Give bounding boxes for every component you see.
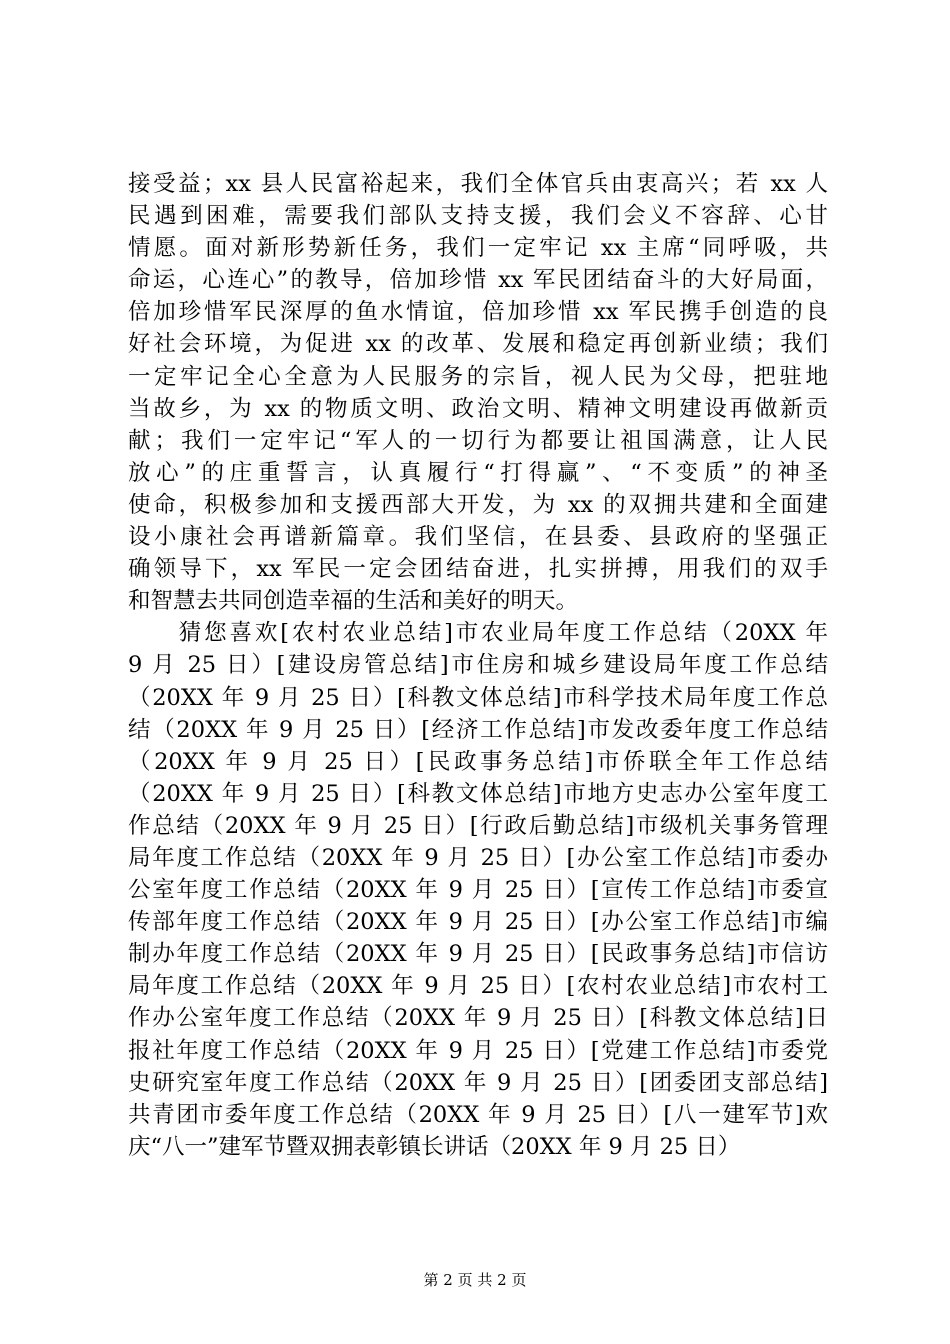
text-line: 民遇到困难，需要我们部队支持支援，我们会义不容辞、心甘 [128,203,828,230]
text-line: 当故乡，为 xx 的物质文明、政治文明、精神文明建设再做新贡 [128,395,828,422]
text-line: 共青团市委年度工作总结（20XX 年 9 月 25 日）[八一建军节]欢 [128,1101,828,1128]
text-line: 局年度工作总结（20XX 年 9 月 25 日）[办公室工作总结]市委办 [128,844,828,871]
text-line: （20XX 年 9 月 25 日）[科教文体总结]市地方史志办公室年度工 [128,780,828,807]
text-line: 庆“八一”建军节暨双拥表彰镇长讲话（20XX 年 9 月 25 日） [128,1133,741,1160]
text-line: 好社会环境，为促进 xx 的改革、发展和稳定再创新业绩；我们 [128,331,828,358]
text-line: 确领导下，xx 军民一定会团结奋进，扎实拼搏，用我们的双手 [128,556,828,583]
text-line: 猜您喜欢[农村农业总结]市农业局年度工作总结（20XX 年 [128,620,828,647]
text-line: 结（20XX 年 9 月 25 日）[经济工作总结]市发改委年度工作总结 [128,716,828,743]
text-line: 命运，心连心”的教导，倍加珍惜 xx 军民团结奋斗的大好局面， [128,267,828,294]
text-line: 使命，积极参加和支援西部大开发，为 xx 的双拥共建和全面建 [128,491,828,518]
text-line: 传部年度工作总结（20XX 年 9 月 25 日）[办公室工作总结]市编 [128,909,828,936]
text-line: 制办年度工作总结（20XX 年 9 月 25 日）[民政事务总结]市信访 [128,941,828,968]
page-footer: 第 2 页 共 2 页 [423,1271,527,1289]
text-line: 和智慧去共同创造幸福的生活和美好的明天。 [128,588,579,615]
text-line: 设小康社会再谱新篇章。我们坚信，在县委、县政府的坚强正 [128,524,828,551]
text-line: 献；我们一定牢记“军人的一切行为都要让祖国满意，让人民 [128,427,828,454]
text-line: 作总结（20XX 年 9 月 25 日）[行政后勤总结]市级机关事务管理 [128,812,828,839]
text-line: 作办公室年度工作总结（20XX 年 9 月 25 日）[科教文体总结]日 [128,1005,828,1032]
text-line: （20XX 年 9 月 25 日）[民政事务总结]市侨联全年工作总结 [128,748,828,775]
text-line: （20XX 年 9 月 25 日）[科教文体总结]市科学技术局年度工作总 [128,684,828,711]
text-line: 局年度工作总结（20XX 年 9 月 25 日）[农村农业总结]市农村工 [128,973,828,1000]
text-line: 报社年度工作总结（20XX 年 9 月 25 日）[党建工作总结]市委党 [128,1037,828,1064]
text-line: 倍加珍惜军民深厚的鱼水情谊，倍加珍惜 xx 军民携手创造的良 [128,299,828,326]
text-line: 接受益；xx 县人民富裕起来，我们全体官兵由衷高兴；若 xx 人 [128,171,828,197]
text-line: 9 月 25 日）[建设房管总结]市住房和城乡建设局年度工作总结 [128,652,828,679]
text-line: 史研究室年度工作总结（20XX 年 9 月 25 日）[团委团支部总结] [128,1069,828,1096]
text-line: 情愿。面对新形势新任务，我们一定牢记 xx 主席“同呼吸，共 [128,235,828,262]
body-text [128,168,828,1163]
text-line: 一定牢记全心全意为人民服务的宗旨，视人民为父母，把驻地 [128,363,828,390]
text-line: 公室年度工作总结（20XX 年 9 月 25 日）[宣传工作总结]市委宣 [128,877,828,904]
text-line: 放心”的庄重誓言，认真履行“打得赢”、“不变质”的神圣 [128,459,828,486]
